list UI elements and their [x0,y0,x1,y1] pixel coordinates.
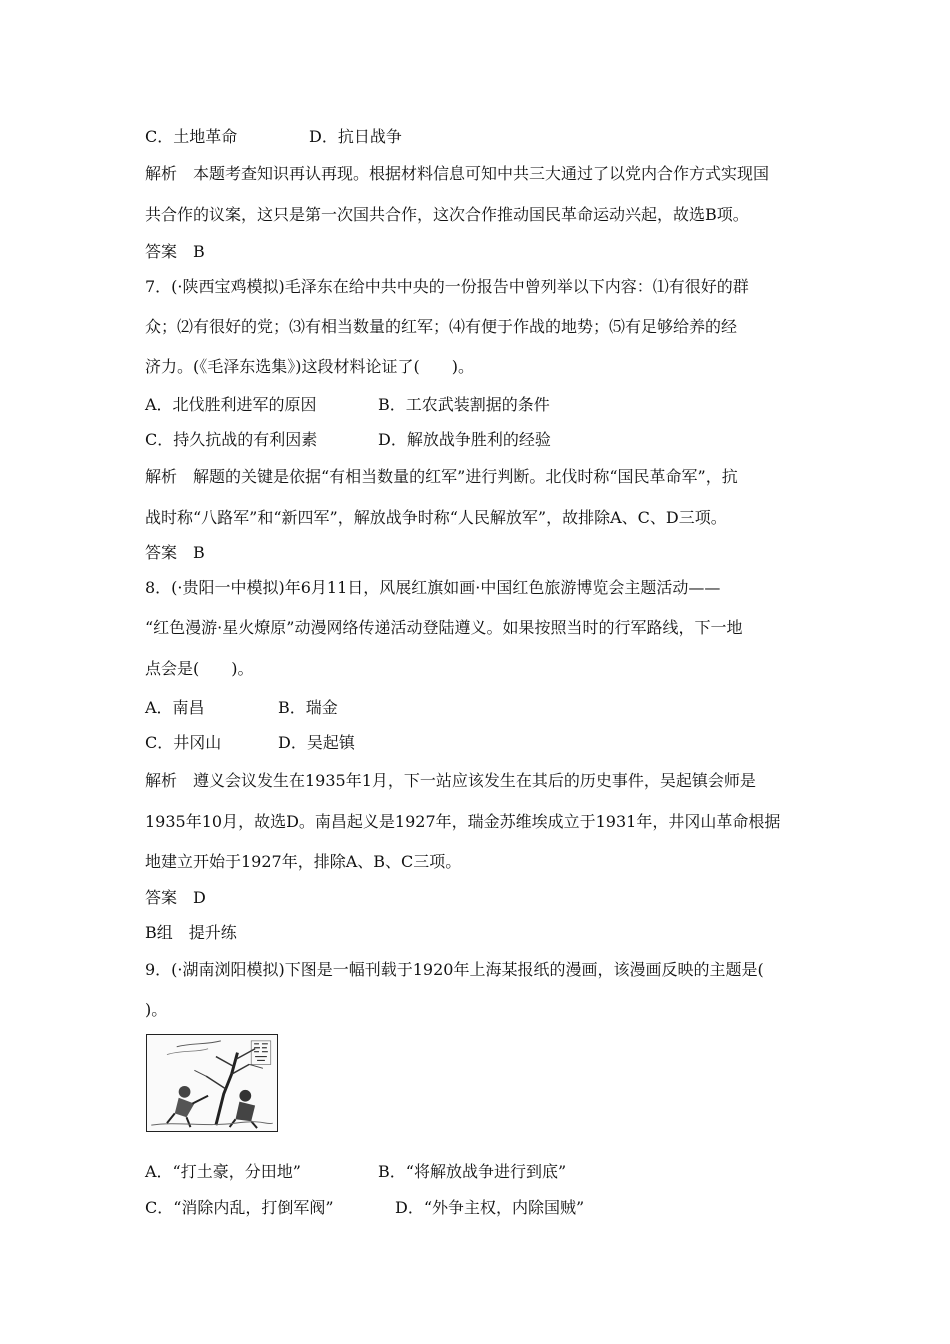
q9-stem-line: )。 [145,1000,168,1019]
q9-stem-line: 9．(·湖南浏阳模拟)下图是一幅刊载于1920年上海某报纸的漫画，该漫画反映的主题是( [145,960,764,979]
q7-stem-line: 7．(·陕西宝鸡模拟)毛泽东在给中共中央的一份报告中曾列举以下内容：⑴有很好的群 [145,277,749,296]
q6-option-d: D．抗日战争 [309,127,402,146]
q9-option-c: C．“消除内乱，打倒军阀” [145,1198,334,1217]
cartoon-illustration [146,1034,278,1132]
section-heading: B组 提升练 [145,923,237,942]
q9-options-row [145,1198,585,1258]
q8-option-a: A．南昌 [145,698,205,717]
q8-stem-line: 点会是( )。 [145,659,254,678]
q7-option-d: D．解放战争胜利的经验 [378,430,551,449]
q9-option-a: A．“打土豪，分田地” [145,1162,301,1181]
q6-analysis-line: 解析 本题考查知识再认再现。根据材料信息可知中共三大通过了以党内合作方式实现国 [145,164,770,183]
q8-analysis-line: 地建立开始于1927年，排除A、B、C三项。 [145,852,462,871]
q7-answer: 答案 B [145,543,205,562]
q7-analysis-line: 解析 解题的关键是依据“有相当数量的红军”进行判断。北伐时称“国民革命军”，抗 [145,467,738,486]
q6-answer: 答案 B [145,242,205,261]
q7-stem-line: 众；⑵有很好的党；⑶有相当数量的红军；⑷有便于作战的地势；⑸有足够给养的经 [145,317,738,336]
q7-analysis-line: 战时称“八路军”和“新四军”，解放战争时称“人民解放军”，故排除A、C、D三项。 [145,508,727,527]
q6-analysis-line: 共合作的议案，这只是第一次国共合作，这次合作推动国民革命运动兴起，故选B项。 [145,205,749,224]
q6-option-c: C．土地革命 [145,127,238,146]
q9-option-d: D．“外争主权，内除国贼” [395,1198,585,1217]
q8-answer: 答案 D [145,888,206,907]
q8-stem-line: “红色漫游·星火燎原”动漫网络传递活动登陆遵义。如果按照当时的行军路线，下一地 [145,618,743,637]
q8-analysis-line: 1935年10月，故选D。南昌起义是1927年，瑞金苏维埃成立于1931年，井冈山革命根据 [145,812,781,831]
q7-option-c: C．持久抗战的有利因素 [145,430,318,449]
q8-option-d: D．吴起镇 [278,733,355,752]
q7-option-b: B．工农武装割据的条件 [378,395,550,414]
q8-analysis-line: 解析 遵义会议发生在1935年1月，下一站应该发生在其后的历史事件，吴起镇会师是 [145,771,756,790]
q7-stem-line: 济力。(《毛泽东选集》)这段材料论证了( )。 [145,357,474,376]
q8-option-c: C．井冈山 [145,733,222,752]
q8-stem-line: 8．(·贵阳一中模拟)年6月11日，风展红旗如画·中国红色旅游博览会主题活动—— [145,578,721,597]
q7-option-a: A．北伐胜利进军的原因 [145,395,317,414]
q8-option-b: B．瑞金 [278,698,338,717]
q9-option-b: B．“将解放战争进行到底” [378,1162,567,1181]
